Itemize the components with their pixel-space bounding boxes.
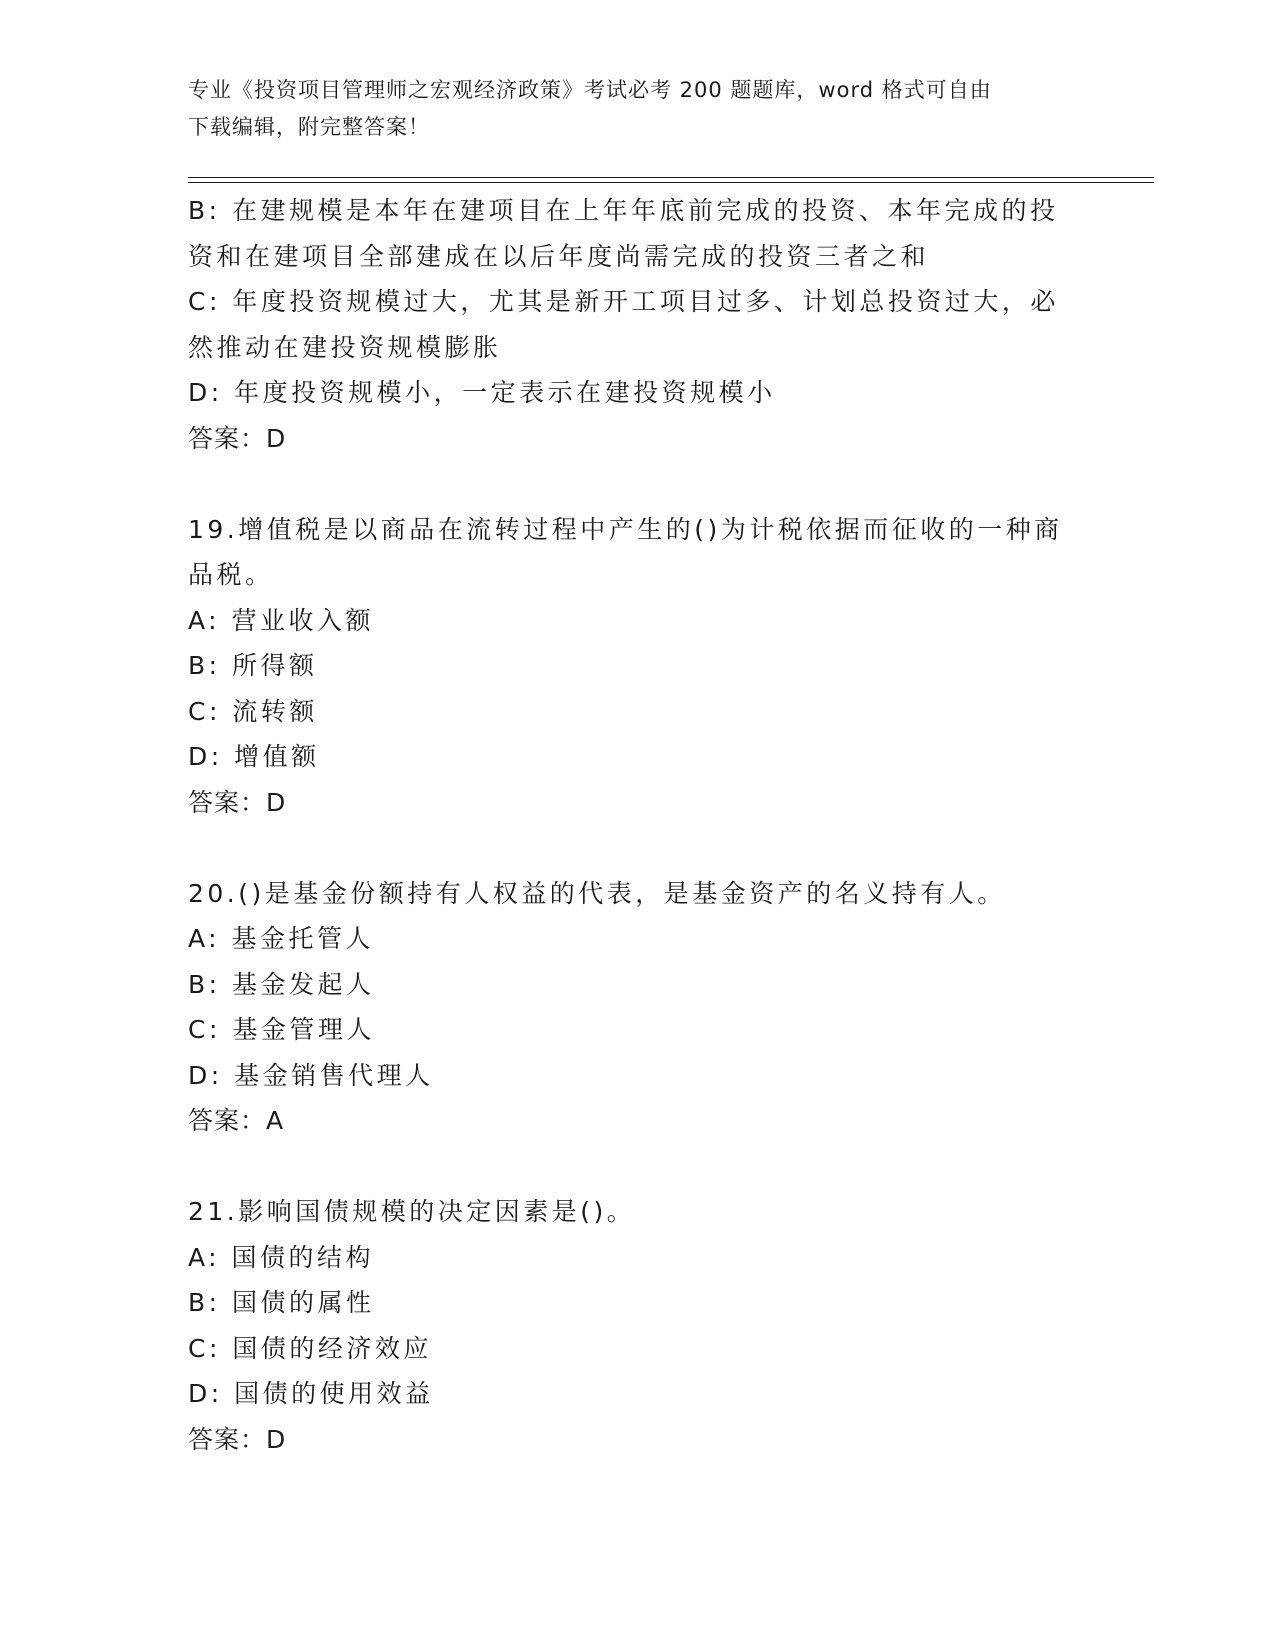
- option-b: B: 国债的属性: [188, 1288, 375, 1317]
- answer-line: 答案：D: [188, 423, 287, 453]
- question-19-block: [188, 507, 1088, 826]
- option-c: C: 流转额: [188, 696, 318, 726]
- previous-question-block: [188, 188, 1088, 461]
- header-divider-bottom: [188, 182, 1154, 183]
- option-c: C: 国债的经济效应: [188, 1333, 432, 1363]
- spacer: [188, 461, 1088, 507]
- document-header: [188, 72, 1088, 146]
- answer-line: 答案：A: [188, 1106, 285, 1135]
- option-a: A: 营业收入额: [188, 605, 375, 635]
- option-c: C: 基金管理人: [188, 1015, 375, 1044]
- option-d: D: 国债的使用效益: [188, 1379, 434, 1408]
- header-divider-top: [188, 177, 1154, 178]
- question-stem-line-1: 20.()是基金份额持有人权益的代表，是基金资产的名义持有人。: [188, 878, 1006, 908]
- header-line-1: 专业《投资项目管理师之宏观经济政策》考试必考 200 题题库，word 格式可自由: [188, 78, 992, 102]
- option-d: D: 基金销售代理人: [188, 1060, 434, 1090]
- question-stem-line-1: 19.增值税是以商品在流转过程中产生的()为计税依据而征收的一种商: [188, 514, 1063, 544]
- option-b-line-2: 资和在建项目全部建成在以后年度尚需完成的投资三者之和: [188, 241, 930, 271]
- question-21-block: [188, 1189, 1088, 1462]
- question-stem-line-2: 品税。: [188, 560, 274, 589]
- question-stem-line-1: 21.影响国债规模的决定因素是()。: [188, 1197, 636, 1226]
- option-b: B: 基金发起人: [188, 969, 375, 999]
- question-content: [188, 188, 1088, 1462]
- option-d: D: 增值额: [188, 742, 320, 771]
- option-c-line-1: C: 年度投资规模过大，尤其是新开工项目过多、计划总投资过大，必: [188, 287, 1059, 316]
- option-b: B: 所得额: [188, 651, 318, 680]
- header-line-2: 下载编辑，附完整答案！: [188, 115, 430, 139]
- option-b-line-1: B: 在建规模是本年在建项目在上年年底前完成的投资、本年完成的投: [188, 196, 1059, 225]
- option-a: A: 基金托管人: [188, 924, 375, 953]
- spacer: [188, 1144, 1088, 1190]
- answer-line: 答案：D: [188, 787, 287, 817]
- option-d: D: 年度投资规模小，一定表示在建投资规模小: [188, 378, 776, 407]
- answer-line: 答案：D: [188, 1424, 287, 1454]
- option-a: A: 国债的结构: [188, 1242, 375, 1272]
- question-20-block: [188, 871, 1088, 1144]
- spacer: [188, 825, 1088, 871]
- option-c-line-2: 然推动在建投资规模膨胀: [188, 332, 502, 362]
